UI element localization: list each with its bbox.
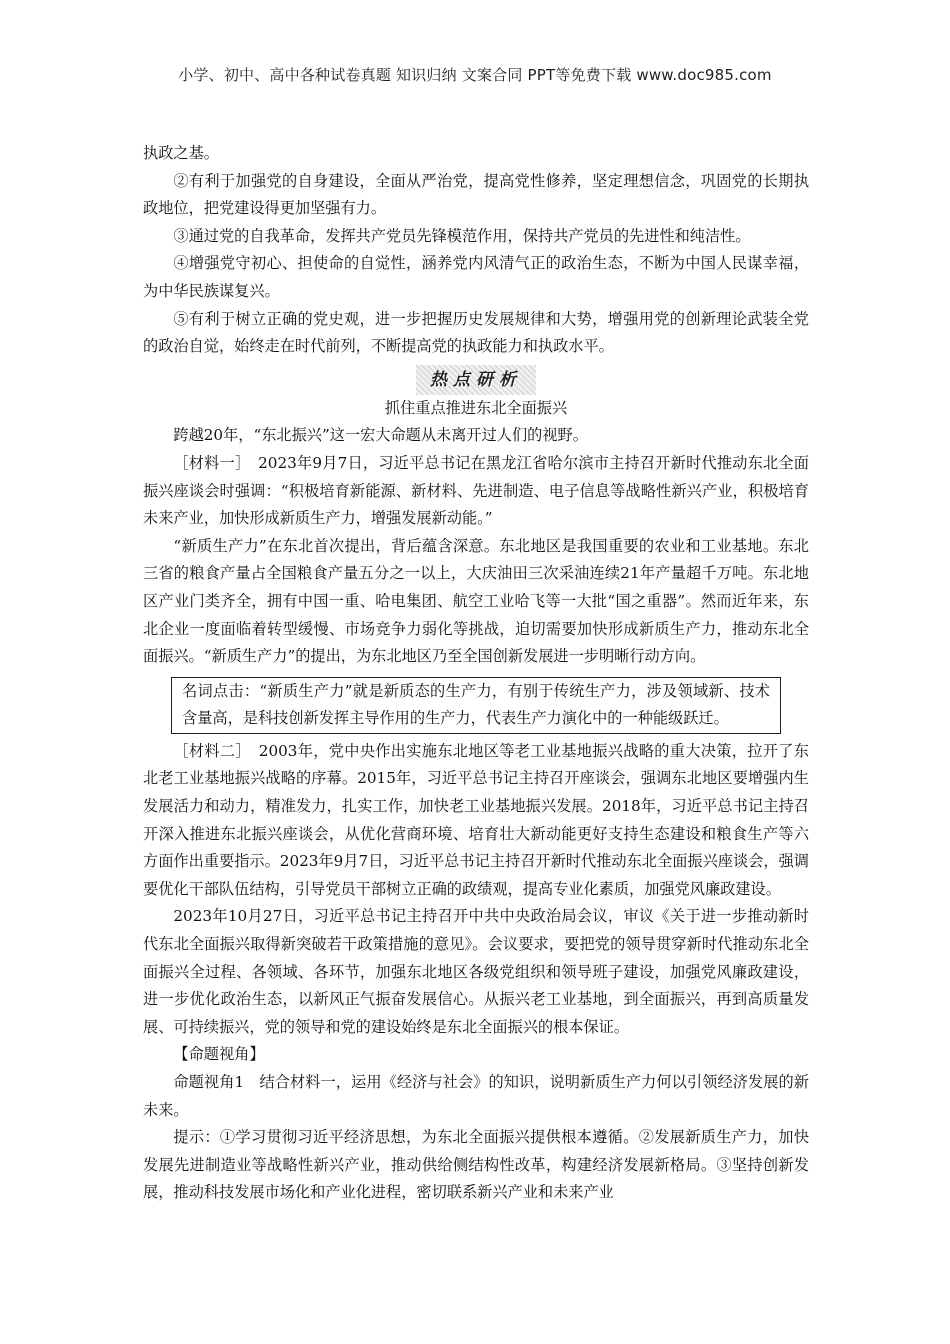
perspective-hint: 提示：①学习贯彻习近平经济思想，为东北全面振兴提供根本遵循。②发展新质生产力，加快发展先进制造业等战略性新兴产业，推动供给侧结构性改革，构建经济发展新格局。③坚持创新发展，推动科技发展市场化和产业化进程，密切联系新兴产业和未来产业 (143, 1128, 809, 1202)
paragraph-intro: 跨越20年，“东北振兴”这一宏大命题从未离开过人们的视野。 (173, 426, 588, 445)
paragraph-point-4: ④增强党守初心、担使命的自觉性，涵养党内风清气正的政治生态，不断为中国人民谋幸福，为中华民族谋复兴。 (143, 254, 809, 300)
section-title: 抓住重点推进东北全面振兴 (384, 398, 568, 417)
paragraph-material-1: ［材料一］ 2023年9月7日，习近平总书记在黑龙江省哈尔滨市主持召开新时代推动东北全面振兴座谈会时强调：“积极培育新能源、新材料、先进制造、电子信息等战略性新兴产业，积极培育未来产业，加快形成新质生产力，增强发展新动能。” (143, 453, 809, 528)
paragraph-politburo-meeting: 2023年10月27日，习近平总书记主持召开中共中央政治局会议，审议《关于进一步推动新时代东北全面振兴取得新突破若干政策措施的意见》。会议要求，要把党的领导贯穿新时代推动东北全面振兴全过程、各领域、各环节，加强东北地区各级党组织和领导班子建设，加强党风廉政建设，进一步优化政治生态，以新风正气振奋发展信心。从振兴老工业基地，到全面振兴，再到高质量发展、可持续振兴，党的领导和党的建设始终是东北全面振兴的根本保证。 (143, 907, 809, 1036)
term-note-box (171, 677, 781, 734)
document-body (143, 140, 809, 1207)
paragraph-new-productivity: “新质生产力”在东北首次提出，背后蕴含深意。东北地区是我国重要的农业和工业基地。东北三省的粮食产量占全国粮食产量五分之一以上，大庆油田三次采油连续21年产量超千万吨。东北地区产业门类齐全，拥有中国一重、哈电集团、航空工业哈飞等一大批“国之重器”。然而近年来，东北企业一度面临着转型缓慢、市场竞争力弱化等挑战，迫切需要加快形成新质生产力，推动东北全面振兴。“新质生产力”的提出，为东北地区乃至全国创新发展进一步明晰行动方向。 (143, 536, 809, 666)
hot-topic-banner-text: 热点研析 (416, 365, 536, 395)
page-header: 小学、初中、高中各种试卷真题 知识归纳 文案合同 PPT等免费下载 www.doc985.com (178, 66, 772, 84)
paragraph-point-3: ③通过党的自我革命，发挥共产党员先锋模范作用，保持共产党员的先进性和纯洁性。 (173, 226, 751, 245)
perspective-heading: 【命题视角】 (173, 1045, 265, 1064)
paragraph-continuation: 执政之基。 (143, 144, 219, 162)
perspective-question-1: 命题视角1 结合材料一，运用《经济与社会》的知识，说明新质生产力何以引领经济发展的新未来。 (143, 1073, 809, 1119)
hot-topic-banner (143, 365, 809, 395)
paragraph-point-5: ⑤有利于树立正确的党史观，进一步把握历史发展规律和大势，增强用党的创新理论武装全党的政治自觉，始终走在时代前列，不断提高党的执政能力和执政水平。 (143, 309, 809, 356)
paragraph-point-2: ②有利于加强党的自身建设，全面从严治党，提高党性修养，坚定理想信念，巩固党的长期执政地位，把党建设得更加坚强有力。 (143, 171, 809, 218)
paragraph-material-2: ［材料二］ 2003年，党中央作出实施东北地区等老工业基地振兴战略的重大决策，拉开了东北老工业基地振兴战略的序幕。2015年，习近平总书记主持召开座谈会，强调东北地区要增强内生发展活力和动力，精准发力，扎实工作，加快老工业基地振兴发展。2018年，习近平总书记主持召开深入推进东北振兴座谈会，从优化营商环境、培育壮大新动能更好支持生态建设和粮食生产等六方面作出重要指示。2023年9月7日，习近平总书记主持召开新时代推动东北全面振兴座谈会，强调要优化干部队伍结构，引导党员干部树立正确的政绩观，提高专业化素质，加强党风廉政建设。 (143, 741, 809, 898)
term-note-text: 名词点击：“新质生产力”就是新质态的生产力，有别于传统生产力，涉及领域新、技术含量高，是科技创新发挥主导作用的生产力，代表生产力演化中的一种能级跃迁。 (182, 681, 770, 728)
